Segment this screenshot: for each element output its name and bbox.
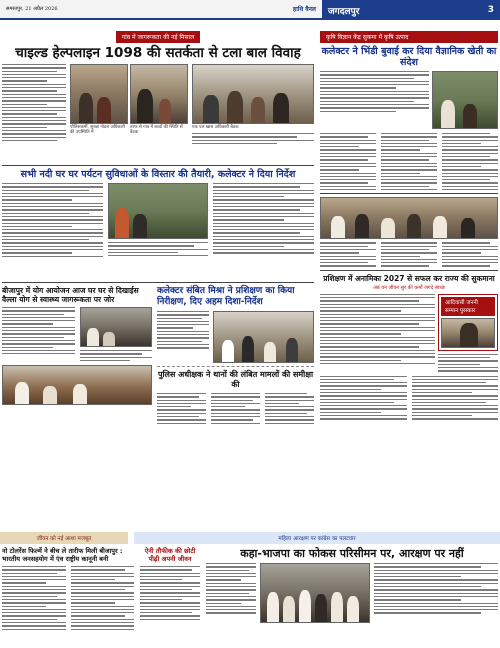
right-body-top xyxy=(320,71,498,129)
page-number: 3 xyxy=(487,5,494,15)
left-section xyxy=(2,24,314,526)
lead-photo-2 xyxy=(130,64,188,124)
story2-photo-1 xyxy=(108,183,209,239)
right-sub-kicker: अब वन जीवन सुर की कर्मों जगदे स्वच्छ xyxy=(373,284,445,291)
bottom-section xyxy=(0,532,500,644)
bottom-strip-left: जीवन को नई आशा मजबूत xyxy=(0,532,128,544)
lead-photo-3 xyxy=(192,64,314,124)
right-photo-2 xyxy=(320,197,498,239)
lead-photo-block-2 xyxy=(192,64,314,162)
edition-date: समस्तपुर, 21 अप्रैल 2026 xyxy=(6,6,58,12)
bottom-header xyxy=(0,532,500,544)
divider xyxy=(2,165,314,166)
bottom-right-story xyxy=(206,547,500,630)
police-headline: पुलिस अधीक्षक ने थानों की लंबित मामलों की समीक्षा की xyxy=(157,370,314,389)
city-name: जगदलपुर xyxy=(328,6,360,17)
lower-split xyxy=(2,286,314,424)
divider xyxy=(2,282,314,283)
masthead xyxy=(0,0,500,20)
collector-headline: कलेक्टर संबित मिश्रा ने प्रशिक्षण का किया निरीक्षण, दिए अहम दिशा-निर्देश xyxy=(157,286,295,307)
right-info-box xyxy=(438,294,498,351)
lead-photo-block xyxy=(70,64,188,162)
paper-name: हाथि वैनल xyxy=(293,6,316,13)
lead-caption-3: एक पल खास अधिकारी बैठक xyxy=(192,125,239,130)
lead-body xyxy=(2,64,314,162)
bottom-left-headline: नो टोलरेंस फिल्में ने बीच ले तारीफ मिली बीजापुर : भारतीय जनसहयोग में एंव राष्ट्रीय कानूनी बनी xyxy=(2,547,123,563)
right-box-title: आदिवासी जननी सम्मान पुरस्कार xyxy=(441,297,495,316)
bottom-strip-right: महिला आरक्षण पर कांग्रेस का पलटवार xyxy=(134,532,500,544)
story3-photo-2 xyxy=(2,365,152,405)
story3-photo xyxy=(80,307,153,347)
bottom-mid-story xyxy=(140,547,200,630)
story2-headline: सभी नदी घर घर पर्यटन सुविधाओं के विस्तार की तैयारी, कलेक्टर ने दिया निर्देश xyxy=(20,169,296,180)
collector-story xyxy=(157,286,314,424)
right-box-photo xyxy=(441,318,495,348)
lead-photo-1 xyxy=(70,64,128,124)
right-photo-1 xyxy=(432,71,498,129)
masthead-left xyxy=(0,0,322,20)
right-kicker: कृषि विज्ञान केंद्र सुकमा में कृषि उत्पाद xyxy=(320,31,498,43)
lead-kicker-wrap xyxy=(2,24,314,43)
lead-headline: चाइल्ड हेल्पलाइन 1098 की सतर्कता से टला बाल विवाह xyxy=(15,45,301,61)
story3 xyxy=(2,286,152,424)
masthead-right xyxy=(322,0,500,20)
bottom-right-headline: कहा-भाजपा का फोकस परिसीमन पर, आरक्षण पर नहीं xyxy=(240,547,464,560)
bottom-left-story xyxy=(0,547,134,630)
bottom-photo xyxy=(260,563,370,623)
lead-caption-2: तरफ से गांव में बच्चों की स्थिति से बैठक xyxy=(130,125,183,135)
lead-text-col1 xyxy=(2,64,66,162)
bottom-mid-headline: ऐनी तौफीक की छोटी पीढ़ी अपनी जीवन xyxy=(144,547,196,563)
lead-kicker: गांव में जागरूकता की नई मिसाल xyxy=(116,31,200,43)
right-mid-headline: प्रशिक्षण में अनामिका 2027 से सफल कर राज्य की सुकमाना xyxy=(323,273,495,283)
story2-body xyxy=(2,183,314,279)
lead-caption-1: पोलिसकर्मी, सुरक्षा नोडल अधिकारी की उपस्थिति में xyxy=(70,125,125,135)
collector-photo xyxy=(213,311,314,363)
story3-headline: बीजापुर में योग आयोजन आज घर घर से दिखाईस वैल्ला योग से स्वास्थ्य जागरूकता पर जोर xyxy=(2,286,139,304)
right-headline: कलेक्टर ने भिंडी बुवाई कर दिया वैज्ञानिक खेती का संदेश xyxy=(321,46,497,68)
